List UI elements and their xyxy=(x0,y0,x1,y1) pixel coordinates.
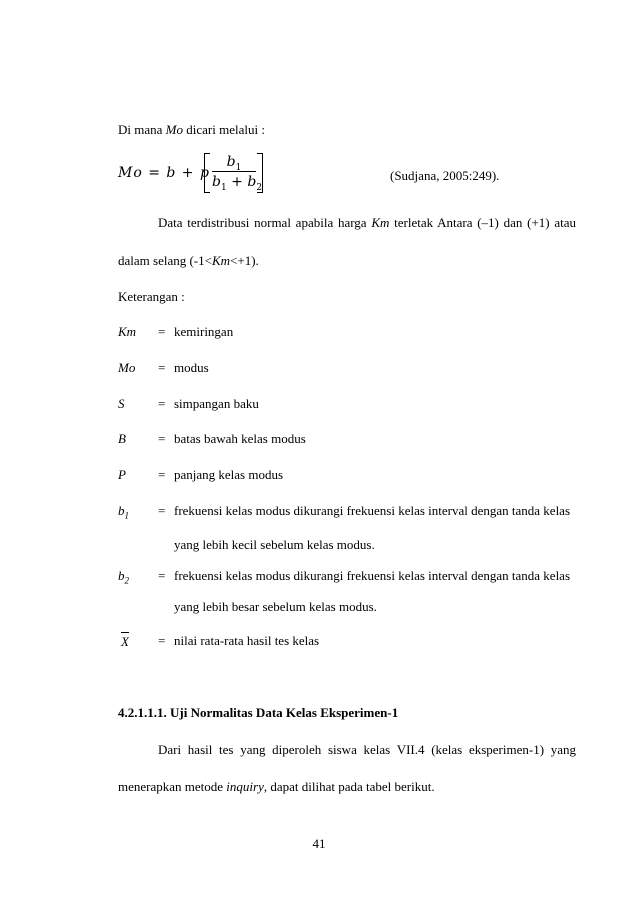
section-paragraph-line1: Dari hasil tes yang diperoleh siswa kelas VII.4 (kelas eksperimen-1) yang xyxy=(158,742,576,757)
def-eq: = xyxy=(158,324,166,339)
def-eq: = xyxy=(158,360,166,375)
def-term-km: Km xyxy=(118,324,137,339)
def-text-b: batas bawah kelas modus xyxy=(174,431,306,446)
def-term-mo: Mo xyxy=(118,360,136,375)
def-term-b1: $b_1$ xyxy=(118,503,129,521)
formula-numerator: $b_1$ xyxy=(226,154,242,173)
def-text-km: kemiringan xyxy=(174,324,234,339)
def-eq: = xyxy=(158,633,166,648)
def-text-b1: frekuensi kelas modus dikurangi frekuensi kelas interval dengan tanda kelas xyxy=(174,503,571,518)
formula-bracket-left xyxy=(204,153,210,193)
def-cont-b2: yang lebih besar sebelum kelas modus. xyxy=(174,599,377,614)
section-paragraph-line2: menerapkan metode inquiry, dapat dilihat pada tabel berikut. xyxy=(118,779,435,794)
def-eq: = xyxy=(158,431,166,446)
def-eq: = xyxy=(158,396,166,411)
paragraph1-line1: Data terdistribusi normal apabila harga Km terletak Antara (–1) dan (+1) atau xyxy=(158,215,577,230)
formula-lhs: Mo = b + p xyxy=(118,165,210,181)
formula-fraction xyxy=(212,153,263,193)
def-text-mo: modus xyxy=(174,360,209,375)
formula-bracket-right xyxy=(257,153,263,193)
def-cont-b1: yang lebih kecil sebelum kelas modus. xyxy=(174,537,375,552)
def-eq: = xyxy=(158,568,166,583)
def-term-b: B xyxy=(118,431,126,446)
def-text-p: panjang kelas modus xyxy=(174,467,284,482)
formula-denominator: $b_1 + b_2$ xyxy=(212,174,263,193)
mode-formula xyxy=(118,150,278,196)
def-text-b2: frekuensi kelas modus dikurangi frekuensi kelas interval dengan tanda kelas xyxy=(174,568,571,583)
def-text-xbar: nilai rata-rata hasil tes kelas xyxy=(174,633,320,648)
paragraph1-line2: dalam selang (-1<Km<+1). xyxy=(118,253,259,268)
section-heading: 4.2.1.1.1. Uji Normalitas Data Kelas Eksperimen-1 xyxy=(118,705,399,720)
def-term-xbar: X xyxy=(121,634,129,649)
def-term-p: P xyxy=(118,467,126,482)
def-text-s: simpangan baku xyxy=(174,396,259,411)
formula-citation: (Sudjana, 2005:249). xyxy=(390,168,500,183)
intro-line: Di mana Mo dicari melalui : xyxy=(118,122,265,137)
def-term-b2: $b_2$ xyxy=(118,568,129,586)
page-number: 41 xyxy=(312,836,326,851)
def-eq: = xyxy=(158,503,166,518)
def-eq: = xyxy=(158,467,166,482)
keterangan-label: Keterangan : xyxy=(118,289,185,304)
fraction-bar xyxy=(212,171,256,172)
def-term-s: S xyxy=(118,396,125,411)
